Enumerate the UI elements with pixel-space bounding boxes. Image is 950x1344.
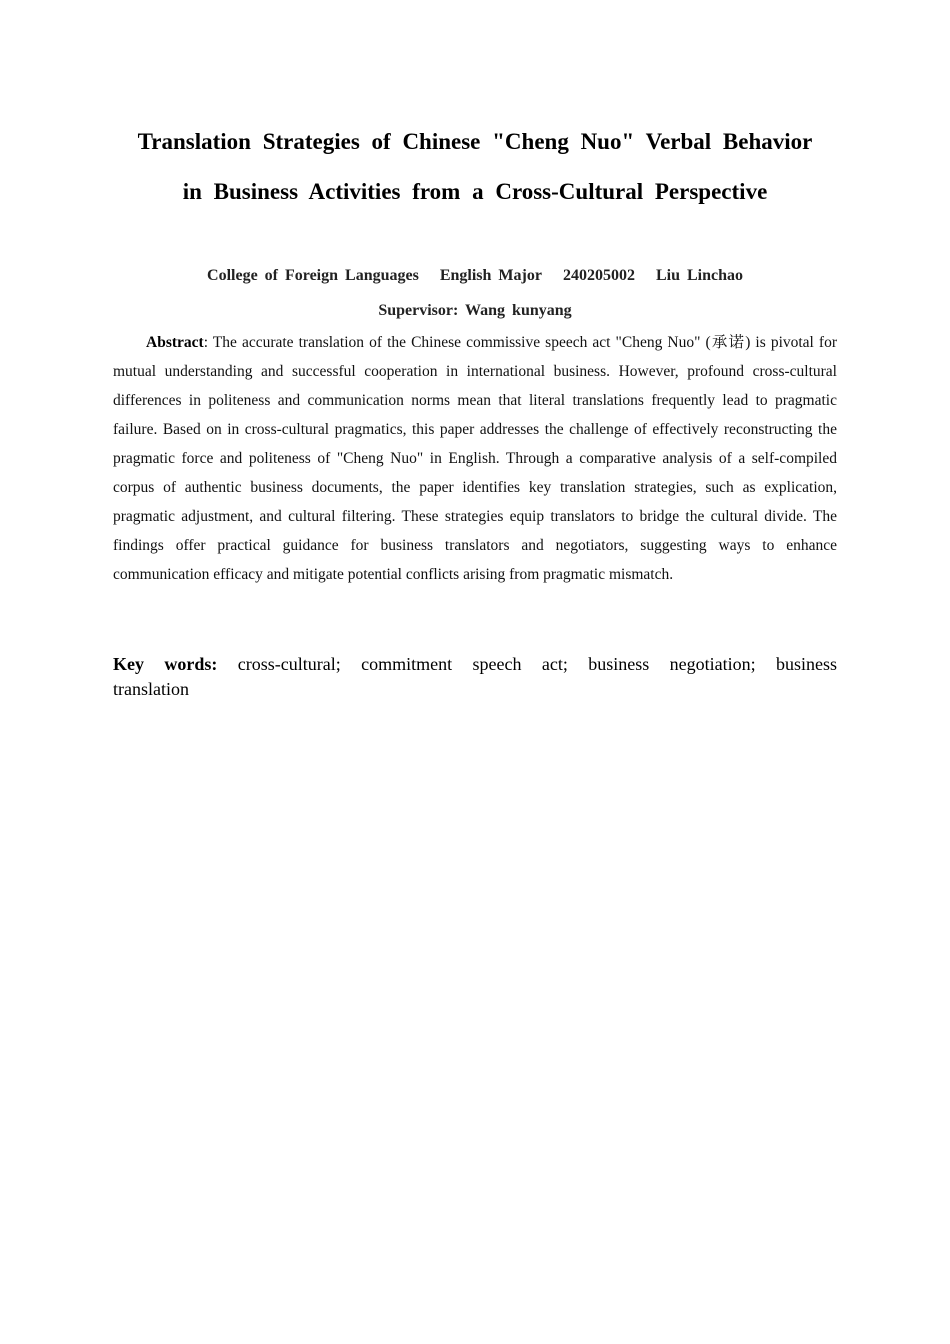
paper-title-line-1: Translation Strategies of Chinese "Cheng Nuo" Verbal Behavior <box>137 129 813 154</box>
college-name: College of Foreign Languages <box>207 267 419 284</box>
keywords-text: cross-cultural; commitment speech act; business negotiation; business translation <box>113 654 837 699</box>
supervisor-line: Supervisor: Wang kunyang <box>378 302 572 319</box>
abstract-label: Abstract <box>146 334 204 351</box>
paper-title-line-2: in Business Activities from a Cross-Cultural Perspective <box>182 179 768 204</box>
author-affiliation <box>113 264 837 288</box>
abstract-text: The accurate translation of the Chinese commissive speech act "Cheng Nuo" (承诺) is pivotal for mutual understanding and successful cooperation in international business. However, profound cross-cultural differences in politeness and communication norms mean that literal translations frequently lead to pragmatic failure. Based on in cross-cultural pragmatics, this paper addresses the challenge of effectively reconstructing the pragmatic force and politeness of "Cheng Nuo" in English. Through a comparative analysis of a self-compiled corpus of authentic business documents, the paper identifies key translation strategies, such as explication, pragmatic adjustment, and cultural filtering. These strategies equip translators to bridge the cultural divide. The findings offer practical guidance for business translators and negotiators, suggesting ways to enhance communication efficacy and mitigate potential conflicts arising from pragmatic mismatch. <box>113 334 838 583</box>
keywords-paragraph <box>113 652 837 702</box>
keywords-label: Key words: <box>113 654 218 674</box>
author-name: Liu Linchao <box>655 267 743 284</box>
paper-title <box>113 117 837 217</box>
major-name: English Major <box>439 267 542 284</box>
student-id: 240205002 <box>562 267 635 284</box>
abstract-paragraph <box>113 328 837 589</box>
abstract-separator: : <box>203 334 213 351</box>
